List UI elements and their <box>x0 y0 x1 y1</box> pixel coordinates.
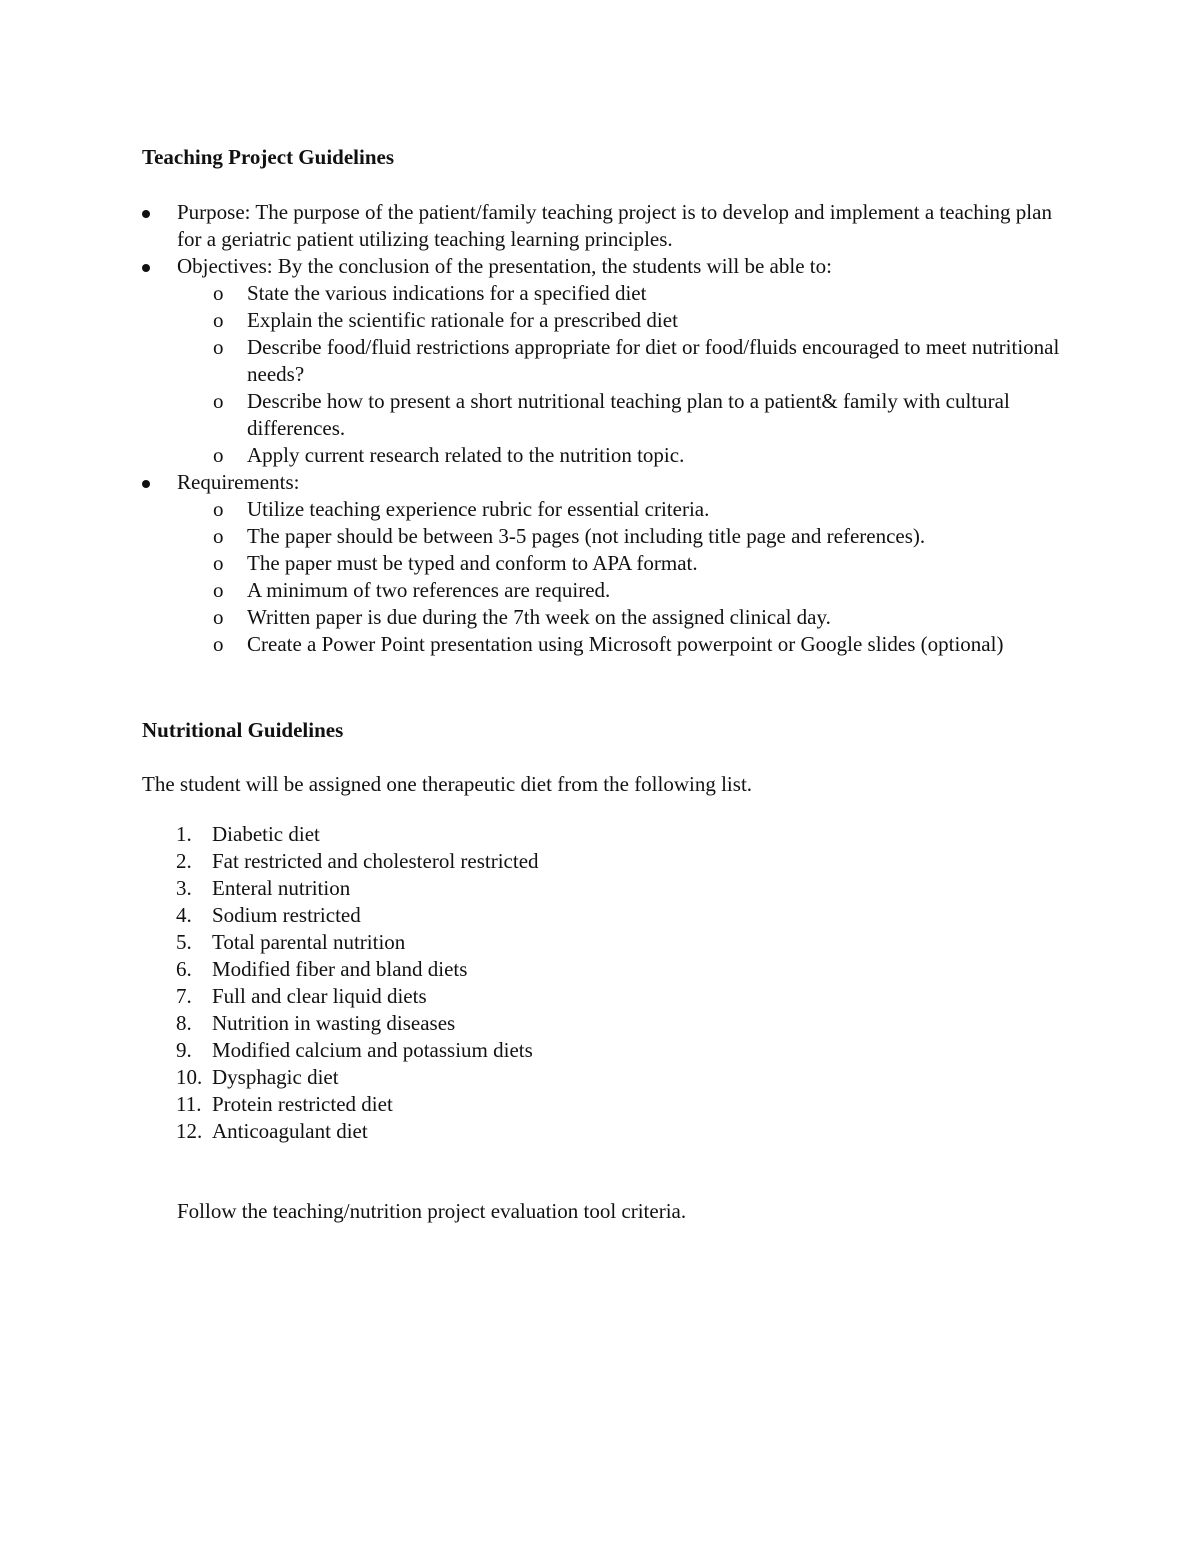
sub-bullet-icon: o <box>213 605 224 629</box>
sub-item-text: Apply current research related to the nutrition topic. <box>247 443 685 467</box>
diet-label: Protein restricted diet <box>212 1092 393 1116</box>
diet-label: Dysphagic diet <box>212 1065 339 1089</box>
bullet-text: Purpose: The purpose of the patient/family teaching project is to develop and implement a teaching plan for a geriatric patient utilizing teaching learning principles. <box>177 200 1052 251</box>
sub-item <box>177 442 1072 469</box>
diet-intro-text: The student will be assigned one therapeutic diet from the following list. <box>142 772 753 796</box>
diet-number: 11. <box>176 1092 202 1116</box>
diet-numbered-list <box>142 821 539 1145</box>
sub-bullet-icon: o <box>213 497 224 521</box>
diet-label: Sodium restricted <box>212 903 361 927</box>
sub-item-text: The paper must be typed and conform to APA format. <box>247 551 698 575</box>
diet-label: Diabetic diet <box>212 822 320 846</box>
diet-label: Modified fiber and bland diets <box>212 957 468 981</box>
diet-number: 12. <box>176 1119 203 1143</box>
sub-item-text: State the various indications for a specified diet <box>247 281 647 305</box>
bullet-item-objectives <box>142 253 1072 469</box>
diet-number: 5. <box>176 930 192 954</box>
sub-item <box>177 496 1072 523</box>
diet-item <box>142 1118 539 1145</box>
diet-item <box>142 929 539 956</box>
sub-item <box>177 523 1072 550</box>
sub-bullet-icon: o <box>213 335 224 359</box>
diet-number: 10. <box>176 1065 203 1089</box>
bullet-item-purpose <box>142 199 1072 253</box>
diet-item <box>142 1010 539 1037</box>
sub-bullet-icon: o <box>213 551 224 575</box>
bullet-icon <box>142 480 150 488</box>
objectives-sublist <box>177 280 1072 469</box>
diet-number: 9. <box>176 1038 192 1062</box>
bullet-text: Objectives: By the conclusion of the presentation, the students will be able to: <box>177 254 832 278</box>
sub-item <box>177 388 1072 442</box>
sub-item <box>177 631 1072 658</box>
sub-item-text: Describe food/fluid restrictions appropriate for diet or food/fluids encouraged to meet nutritional needs? <box>247 335 1060 386</box>
sub-item <box>177 577 1072 604</box>
bullet-item-requirements <box>142 469 1072 658</box>
diet-label: Total parental nutrition <box>212 930 406 954</box>
teaching-guidelines-heading: Teaching Project Guidelines <box>142 145 394 169</box>
sub-item-text: Utilize teaching experience rubric for essential criteria. <box>247 497 710 521</box>
sub-bullet-icon: o <box>213 281 224 305</box>
diet-item <box>142 983 539 1010</box>
sub-bullet-icon: o <box>213 389 224 413</box>
diet-label: Anticoagulant diet <box>212 1119 368 1143</box>
diet-item <box>142 848 539 875</box>
diet-label: Nutrition in wasting diseases <box>212 1011 456 1035</box>
sub-item-text: Describe how to present a short nutritional teaching plan to a patient& family with cultural differences. <box>247 389 1010 440</box>
bullet-icon <box>142 210 150 218</box>
diet-item <box>142 956 539 983</box>
diet-label: Fat restricted and cholesterol restricted <box>212 849 539 873</box>
diet-item <box>142 1064 539 1091</box>
requirements-sublist <box>177 496 1072 658</box>
diet-label: Modified calcium and potassium diets <box>212 1038 533 1062</box>
diet-number: 2. <box>176 849 192 873</box>
sub-bullet-icon: o <box>213 443 224 467</box>
diet-label: Enteral nutrition <box>212 876 351 900</box>
sub-item <box>177 604 1072 631</box>
diet-number: 6. <box>176 957 192 981</box>
sub-item <box>177 280 1072 307</box>
sub-item-text: Explain the scientific rationale for a prescribed diet <box>247 308 678 332</box>
sub-item <box>177 307 1072 334</box>
diet-item <box>142 1091 539 1118</box>
sub-item <box>177 550 1072 577</box>
diet-number: 4. <box>176 903 192 927</box>
sub-bullet-icon: o <box>213 632 224 656</box>
sub-item-text: A minimum of two references are required. <box>247 578 611 602</box>
diet-label: Full and clear liquid diets <box>212 984 427 1008</box>
nutritional-guidelines-heading: Nutritional Guidelines <box>142 718 344 742</box>
diet-item <box>142 902 539 929</box>
diet-item <box>142 1037 539 1064</box>
sub-item-text: Written paper is due during the 7th week on the assigned clinical day. <box>247 605 831 629</box>
diet-number: 1. <box>176 822 192 846</box>
bullet-icon <box>142 264 150 272</box>
diet-number: 3. <box>176 876 192 900</box>
follow-criteria-text: Follow the teaching/nutrition project evaluation tool criteria. <box>177 1199 687 1223</box>
sub-item-text: The paper should be between 3-5 pages (not including title page and references). <box>247 524 926 548</box>
diet-number: 7. <box>176 984 192 1008</box>
sub-bullet-icon: o <box>213 308 224 332</box>
diet-number: 8. <box>176 1011 192 1035</box>
diet-item <box>142 821 539 848</box>
sub-item-text: Create a Power Point presentation using Microsoft powerpoint or Google slides (optional) <box>247 632 1004 656</box>
bullet-text: Requirements: <box>177 470 300 494</box>
sub-bullet-icon: o <box>213 524 224 548</box>
diet-item <box>142 875 539 902</box>
sub-item <box>177 334 1072 388</box>
sub-bullet-icon: o <box>213 578 224 602</box>
guidelines-bullet-list <box>142 199 1072 658</box>
